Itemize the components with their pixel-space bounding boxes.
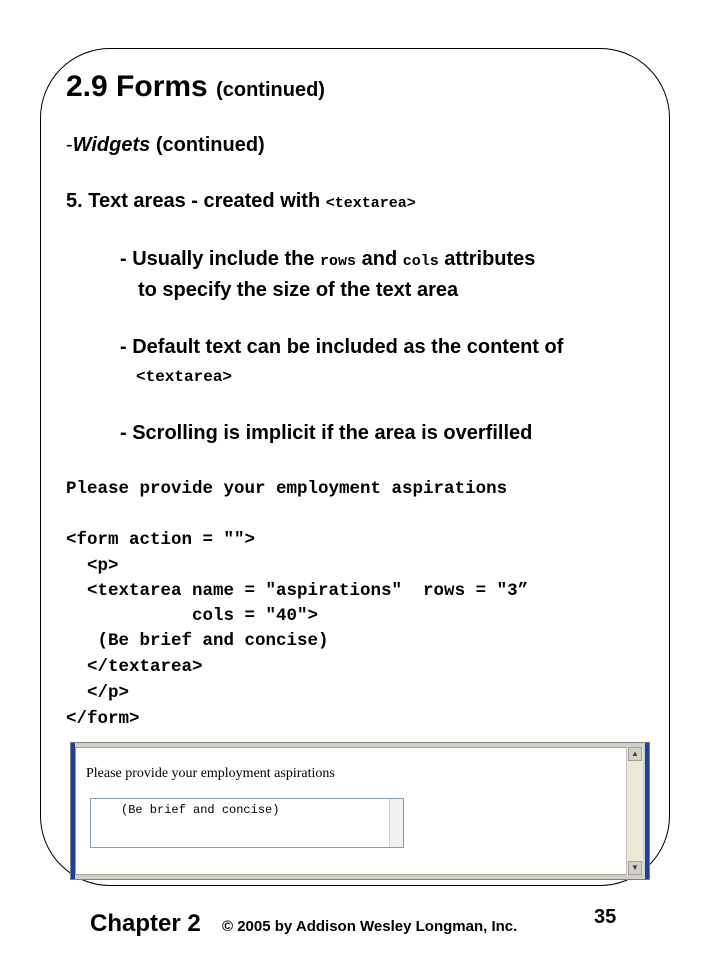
b1-a: - Usually include the <box>120 248 321 270</box>
b1-code-cols: cols <box>402 253 439 270</box>
code-line-7: </p> <box>66 683 130 703</box>
scroll-down-icon[interactable]: ▼ <box>628 861 642 875</box>
bullet-1-line-2: to specify the size of the text area <box>138 279 459 301</box>
item5-text: 5. Text areas - created with <box>66 190 326 212</box>
demo-textarea[interactable] <box>90 798 404 848</box>
browser-right-edge <box>645 743 649 879</box>
bullet-2-line-1: - Default text can be included as the content of <box>120 336 564 358</box>
bullet-1-line-1 <box>120 248 535 271</box>
widgets-dash: - <box>66 134 73 156</box>
b1-b: and <box>356 248 403 270</box>
widgets-em: Widgets <box>72 134 151 156</box>
code-line-1: <form action = ""> <box>66 530 256 550</box>
scroll-up-icon[interactable]: ▲ <box>628 747 642 761</box>
item5-code: <textarea> <box>325 195 416 212</box>
code-line-4: cols = "40"> <box>66 606 319 626</box>
browser-scrollbar[interactable] <box>626 747 643 875</box>
bullet-2-line-2: <textarea> <box>136 368 233 386</box>
b1-c: attributes <box>438 248 536 270</box>
footer-chapter: Chapter 2 <box>90 910 201 937</box>
code-line-8: </form> <box>66 709 140 729</box>
slide-title <box>66 70 325 104</box>
browser-demo <box>70 742 650 880</box>
title-sub: (continued) <box>216 79 325 101</box>
demo-textarea-scrollbar[interactable] <box>389 799 403 847</box>
item-5 <box>66 190 416 213</box>
code-line-5: (Be brief and concise) <box>66 631 329 651</box>
b1-code-rows: rows <box>320 253 357 270</box>
code-line-6: </textarea> <box>66 657 203 677</box>
title-main: 2.9 Forms <box>66 70 208 103</box>
code-line-3: <textarea name = "aspirations" rows = "3” <box>66 581 529 601</box>
footer-copyright: © 2005 by Addison Wesley Longman, Inc. <box>222 918 518 935</box>
widgets-heading <box>66 134 265 157</box>
code-line-0: Please provide your employment aspirations <box>66 479 508 499</box>
browser-viewport <box>75 747 627 875</box>
bullet-3: - Scrolling is implicit if the area is overfilled <box>120 422 533 444</box>
demo-label: Please provide your employment aspirations <box>86 766 335 781</box>
page-number: 35 <box>594 906 617 928</box>
demo-textarea-value: (Be brief and concise) <box>121 803 280 817</box>
widgets-rest: (continued) <box>150 134 265 156</box>
code-line-2: <p> <box>66 556 119 576</box>
